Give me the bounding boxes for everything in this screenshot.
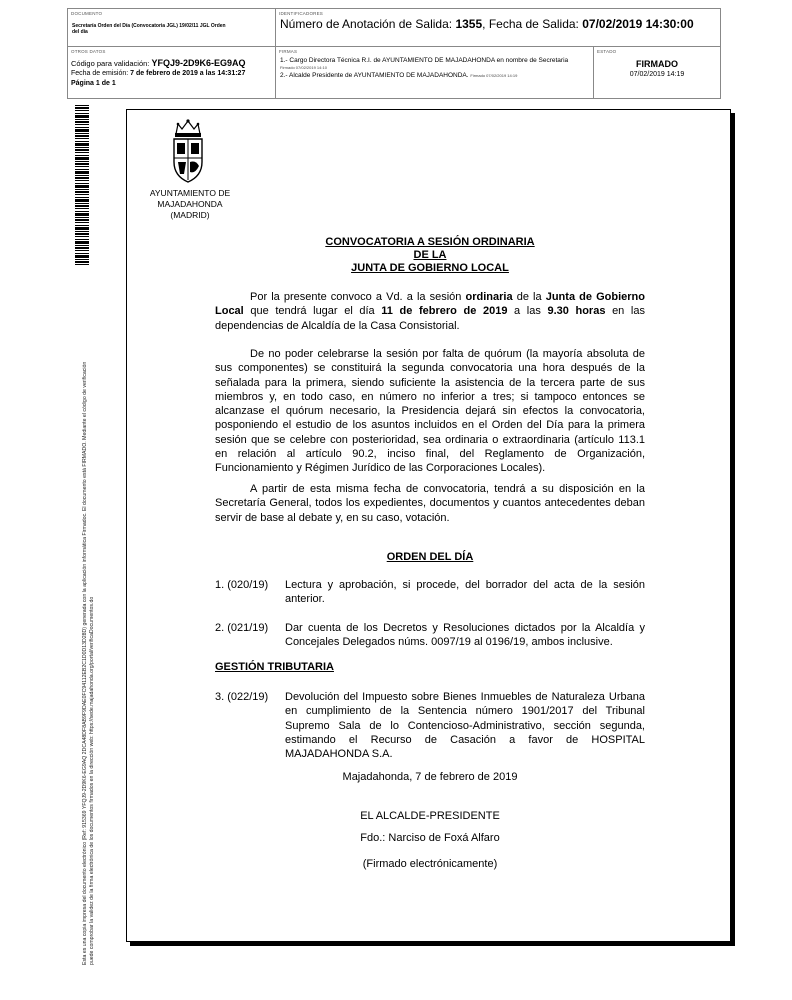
paragraph-convocatoria: Por la presente convoco a Vd. a la sesión ordinaria de la Junta de Gobierno Local que tendrá lugar el día 11 de febrero de 2019 a las 9.30 horas en las dependencias de Alcaldía de la Casa Consistorial. [215, 291, 645, 332]
documento-cell [68, 9, 276, 47]
otros-label: OTROS DATOS [71, 49, 106, 54]
orden-del-dia-title: ORDEN DEL DÍA [386, 551, 474, 563]
fecha-emision: Fecha de emisión: 7 de febrero de 2019 a las 14:31:27 [71, 70, 246, 77]
firmas-cell [276, 47, 594, 98]
firmas-label: FIRMAS [279, 49, 298, 54]
signature-header [67, 8, 721, 99]
paragraph-expedientes: A partir de esta misma fecha de convocatoria, tendrá a su disposición en la Secretaría General, todos los expedientes, documentos y cuantos antecedentes deban servir de base al debate y, en su caso, votación. [215, 483, 645, 524]
ayuntamiento-name: AYUNTAMIENTO DE MAJADAHONDA (MADRID) [149, 188, 231, 220]
documento-text: Secretaría Orden del Día (Convocatoria JGL) 19/02/11 JGL Orden del día [72, 23, 226, 35]
estado-cell [594, 47, 720, 98]
firma-1-date: Firmado 07/02/2019 14:10 [280, 65, 327, 70]
firma-2: 2.- Alcalde Presidente de AYUNTAMIENTO DE MAJADAHONDA. Firmado 07/02/2019 14:19 [280, 72, 518, 79]
firma-1: 1.- Cargo Directora Técnica R.I. de AYUNTAMIENTO DE MAJADAHONDA en nombre de Secretaria [280, 57, 569, 64]
paragraph-quorum: De no poder celebrarse la sesión por falta de quórum (la mayoría absoluta de sus componentes) se constituirá la segunda convocatoria una hora después de la señalada para la primera, siendo suficiente la asistencia de la tercera parte de sus miembros y, en todo caso, en número no inferior a tres; si tampoco entonces se alcanzase el quórum necesario, la Presidencia dejará sin efectos la convocatoria, posponiendo el estudio de los asuntos incluidos en el Orden del Día para la primera sesión que se celebre con posterioridad, sea ordinaria o extraordinaria (artículo 113.1 en relación al artículo 90.2, inciso final, del Reglamento de Organización, Funcionamiento y Régimen Jurídico de las Corporaciones Locales). [215, 348, 645, 475]
barcode [75, 105, 89, 265]
convocatoria-title: CONVOCATORIA A SESIÓN ORDINARIA DE LA JUNTA DE GOBIERNO LOCAL [325, 236, 535, 274]
documento-label: DOCUMENTO [71, 11, 103, 16]
identificadores-cell [276, 9, 720, 47]
pagina-count: Página 1 de 1 [71, 80, 116, 87]
place-date: Majadahonda, 7 de febrero de 2019 [342, 771, 518, 783]
otros-datos-cell [68, 47, 276, 98]
frame-shadow-bottom [130, 942, 735, 946]
verification-margin-text: Esta es una copia impresa del documento electrónico (Ref: 915369 YFQJ9-2D9K6-EG9AQ 2DCA48DF8AB9F9DAE0FC94112EB2C1D0D13D28D) generada con la aplicación informática Firmadoc. El documento está FIRMADO. Mediante el código de verificación puede comprobar la validez de la firma electrónica de los documentos firmados en la dirección web: https://sede.majadahonda.org/portal/verificaDocumentos.do [82, 361, 95, 965]
estado-label: ESTADO [597, 49, 617, 54]
identificadores-label: IDENTIFICADORES [279, 11, 324, 16]
anotacion-text: Número de Anotación de Salida: 1355, Fecha de Salida: 07/02/2019 14:30:00 [280, 17, 694, 31]
gestion-tributaria-title: GESTIÓN TRIBUTARIA [215, 661, 334, 673]
estado-value: FIRMADO [636, 59, 678, 69]
signer-title: EL ALCALDE-PRESIDENTE [360, 810, 500, 822]
signed-note: (Firmado electrónicamente) [362, 858, 498, 870]
estado-date: 07/02/2019 14:19 [629, 71, 685, 78]
frame-shadow-right [731, 113, 735, 946]
codigo-validacion: Código para validación: YFQJ9-2D9K6-EG9AQ [71, 58, 246, 68]
signer-name: Fdo.: Narciso de Foxá Alfaro [360, 832, 500, 844]
coat-of-arms-icon [168, 118, 208, 184]
